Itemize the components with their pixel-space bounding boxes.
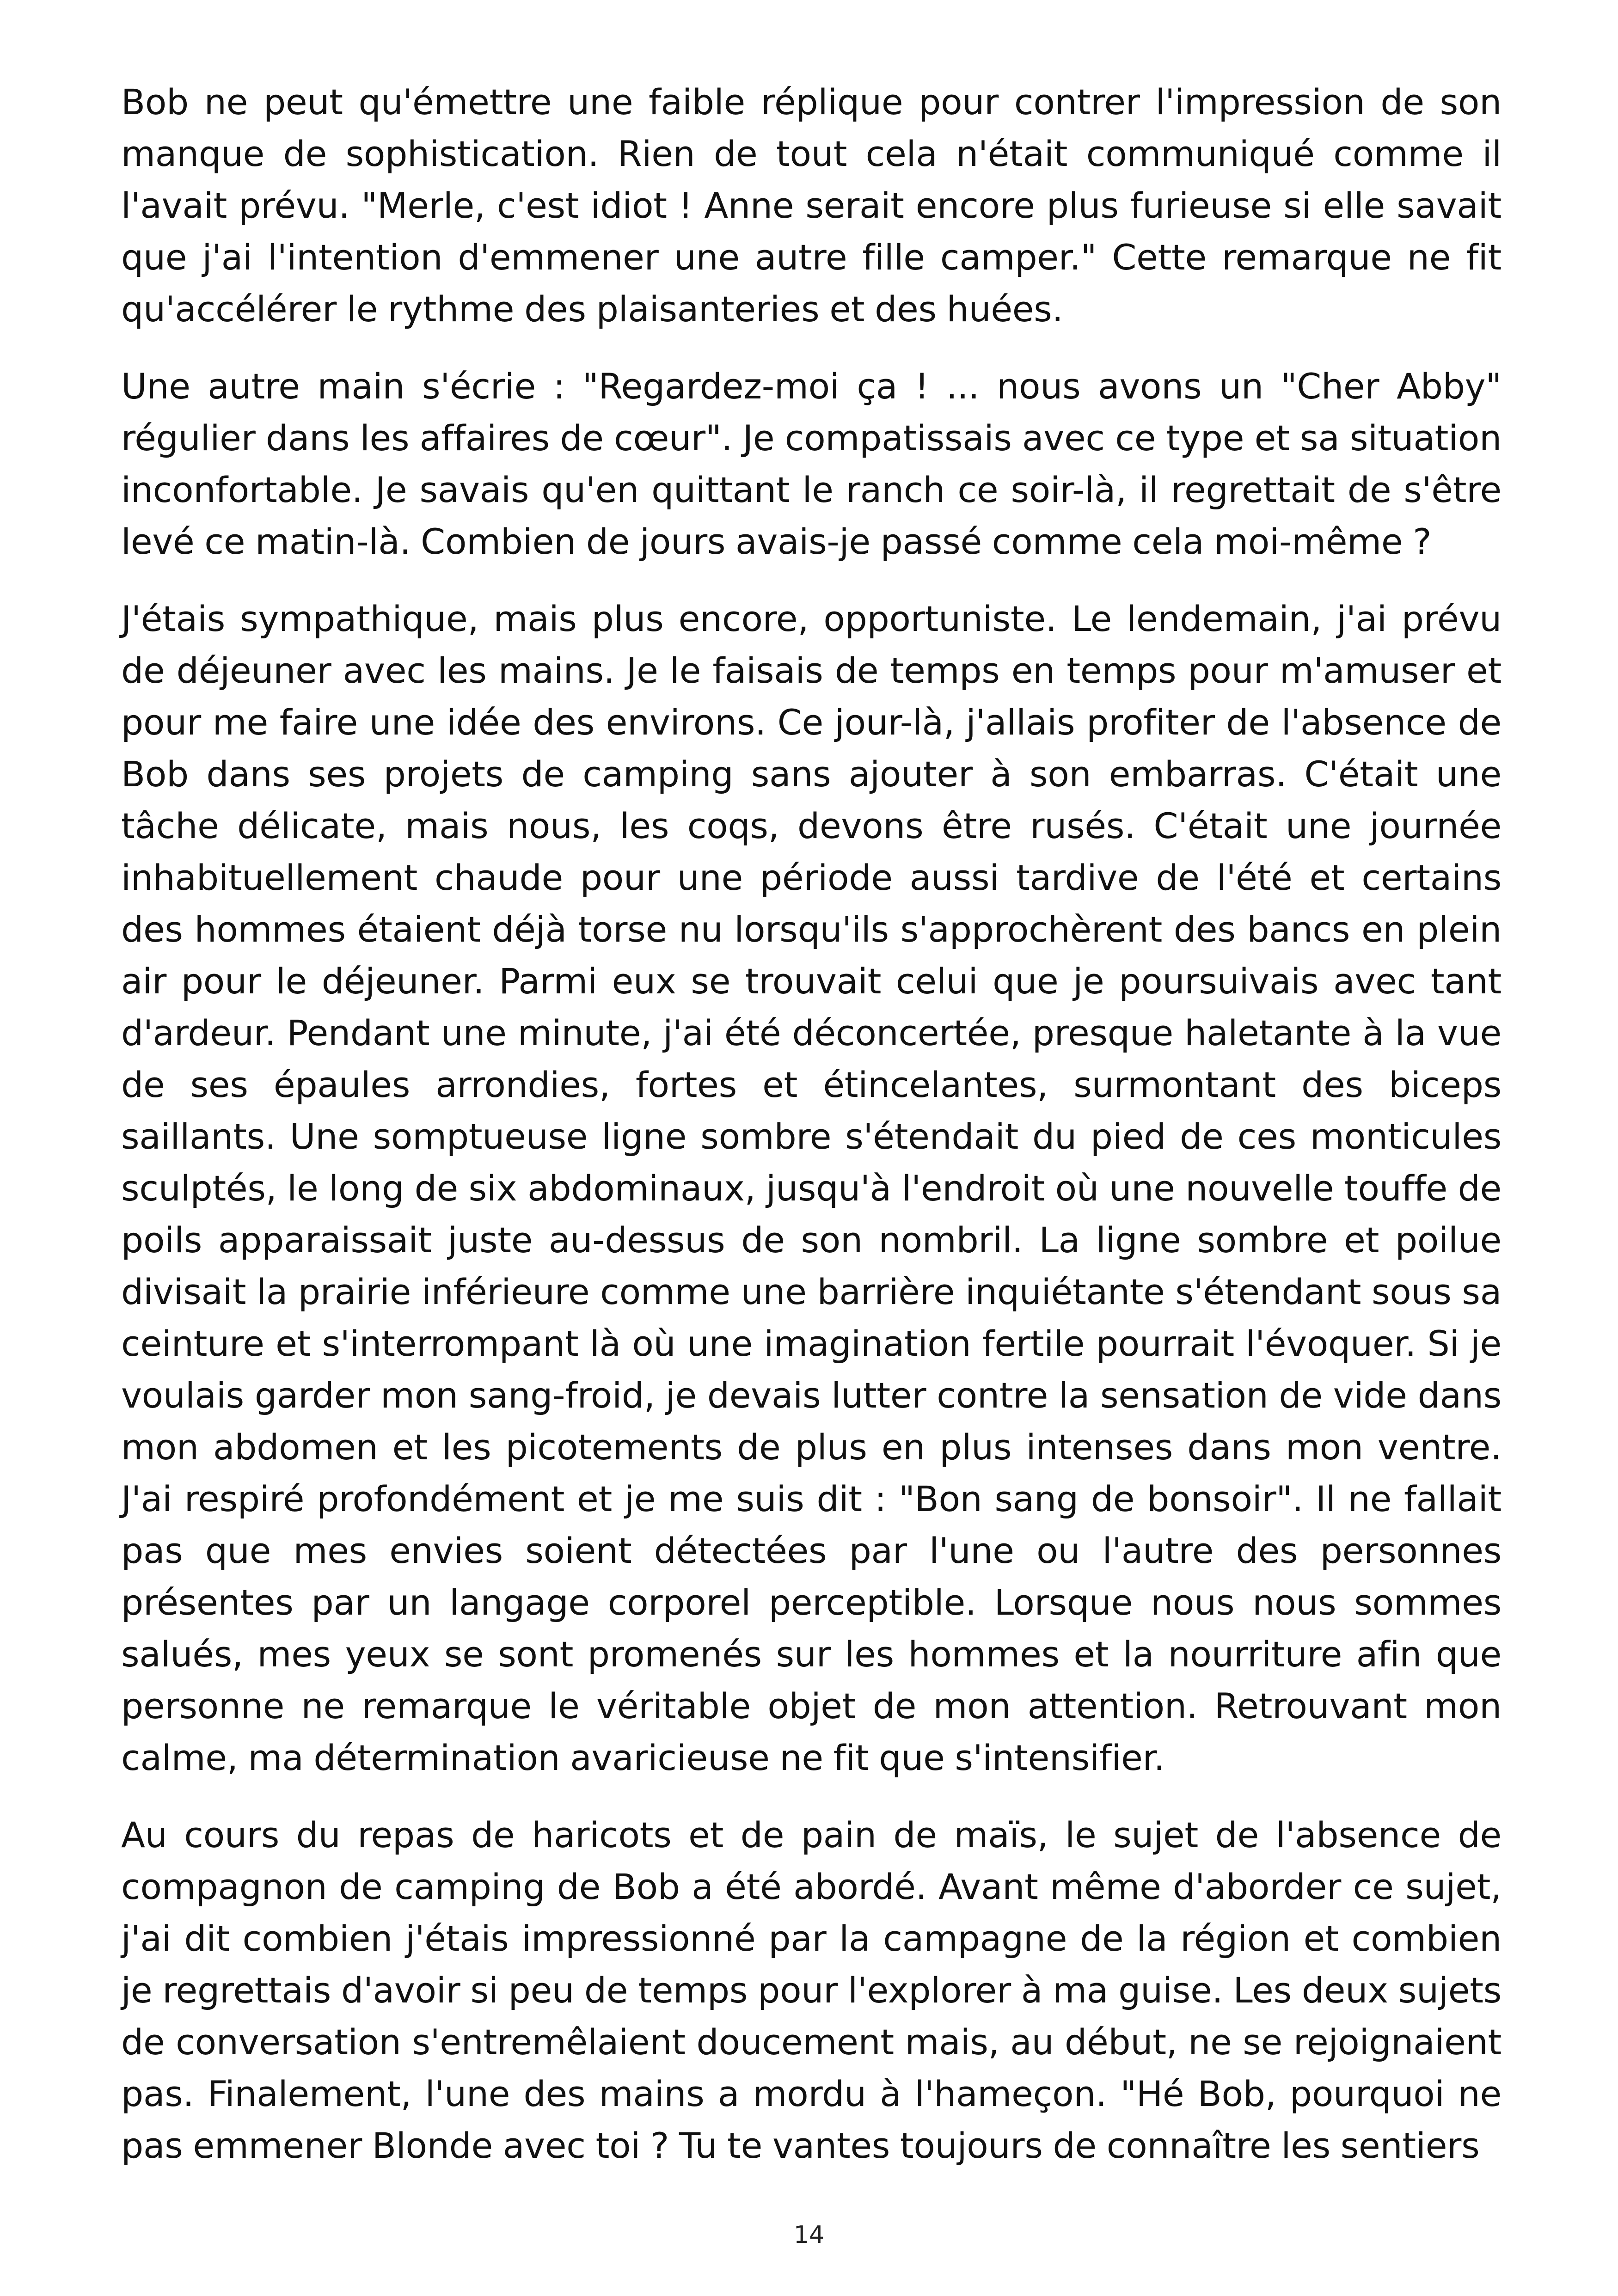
page-number: 14 <box>793 2221 825 2249</box>
paragraph-4: Au cours du repas de haricots et de pain de maïs, le sujet de l'absence de compagnon de camping de Bob a été abordé. Avant même d'aborder ce sujet, j'ai dit combien j'étais impressionné par la campagne de la région et combien je regrettais d'avoir si peu de temps pour l'explorer à ma guise. Les deux sujets de conversation s'entremêlaient doucement mais, au début, ne se rejoignaient pas. Finalement, l'une des mains a mordu à l'hameçon. "Hé Bob, pourquoi ne pas emmener Blonde avec toi ? Tu te vantes toujours de connaître les sentiers <box>121 1814 1502 2166</box>
paragraph-2: Une autre main s'écrie : "Regardez-moi ça ! ... nous avons un "Cher Abby" régulier dans les affaires de cœur". Je compatissais avec ce type et sa situation inconfortable. Je savais qu'en quittant le ranch ce soir-là, il regrettait de s'être levé ce matin-là. Combien de jours avais-je passé comme cela moi-même ? <box>121 366 1502 562</box>
paragraph-3: J'étais sympathique, mais plus encore, opportuniste. Le lendemain, j'ai prévu de déjeuner avec les mains. Je le faisais de temps en temps pour m'amuser et pour me faire une idée des environs. Ce jour-là, j'allais profiter de l'absence de Bob dans ses projets de camping sans ajouter à son embarras. C'était une tâche délicate, mais nous, les coqs, devons être rusés. C'était une journée inhabituellement chaude pour une période aussi tardive de l'été et certains des hommes étaient déjà torse nu lorsqu'ils s'approchèrent des bancs en plein air pour le déjeuner. Parmi eux se trouvait celui que je poursuivais avec tant d'ardeur. Pendant une minute, j'ai été déconcertée, presque haletante à la vue de ses épaules arrondies, fortes et étincelantes, surmontant des biceps saillants. Une somptueuse ligne sombre s'étendait du pied de ces monticules sculptés, le long de six abdominaux, jusqu'à l'endroit où une nouvelle touffe de poils apparaissait juste au-dessus de son nombril. La ligne sombre et poilue divisait la prairie inférieure comme une barrière inquiétante s'étendant sous sa ceinture et s'interrompant là où une imagination fertile pourrait l'évoquer. Si je voulais garder mon sang-froid, je devais lutter contre la sensation de vide dans mon abdomen et les picotements de plus en plus intenses dans mon ventre. J'ai respiré profondément et je me suis dit : "Bon sang de bonsoir". Il ne fallait pas que mes envies soient détectées par l'une ou l'autre des personnes présentes par un langage corporel perceptible. Lorsque nous nous sommes salués, mes yeux se sont promenés sur les hommes et la nourriture afin que personne ne remarque le véritable objet de mon attention. Retrouvant mon calme, ma détermination avaricieuse ne fit que s'intensifier. <box>121 598 1502 1778</box>
paragraph-1: Bob ne peut qu'émettre une faible réplique pour contrer l'impression de son manque de sophistication. Rien de tout cela n'était communiqué comme il l'avait prévu. "Merle, c'est idiot ! Anne serait encore plus furieuse si elle savait que j'ai l'intention d'emmener une autre fille camper." Cette remarque ne fit qu'accélérer le rythme des plaisanteries et des huées. <box>121 81 1502 330</box>
text-body <box>121 76 1502 2197</box>
